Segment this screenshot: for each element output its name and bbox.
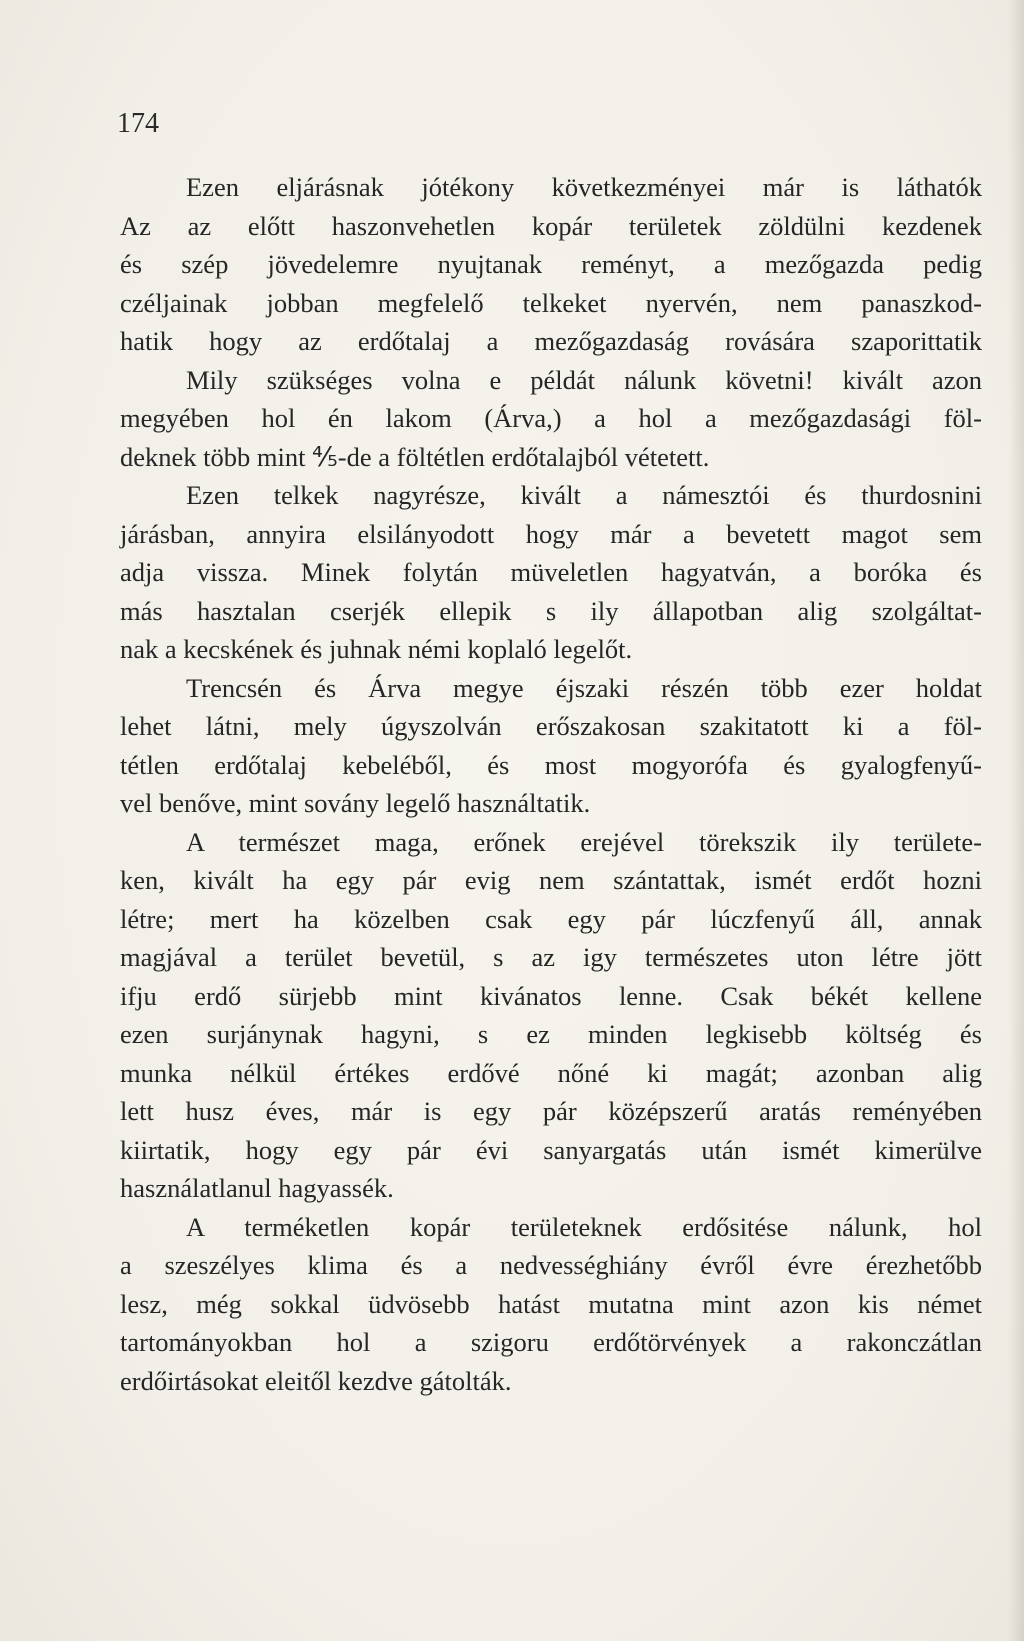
text-line: erdőirtásokat eleitől kezdve gátolták. <box>120 1365 512 1396</box>
text-line: létre; mert ha közelben csak egy pár lúczfenyű áll, annak <box>120 903 982 934</box>
text-line: lett husz éves, már is egy pár középszerű aratás reményében <box>120 1096 982 1126</box>
text-line: Ezen telkek nagyrésze, kivált a námesztói és thurdosnini <box>186 480 982 510</box>
text-line: munka nélkül értékes erdővé nőné ki magát; azonban alig <box>120 1057 982 1088</box>
text-line: tétlen erdőtalaj kebeléből, és most mogyorófa és gyalogfenyű- <box>120 749 982 780</box>
text-line: hatik hogy az erdőtalaj a mezőgazdaság rovására szaporittatik <box>120 326 982 356</box>
text-line: magjával a terület bevetül, s az igy természetes uton létre jött <box>120 942 982 972</box>
text-line: adja vissza. Minek folytán müveletlen hagyatván, a boróka és <box>120 557 982 587</box>
text-line: ifju erdő sürjebb mint kivánatos lenne. Csak békét kellene <box>120 980 982 1011</box>
text-line: Trencsén és Árva megye éjszaki részén több ezer holdat <box>186 672 982 703</box>
text-line: deknek több mint ⅘-de a föltétlen erdőtalajból vétetett. <box>120 441 710 472</box>
page-number: 174 <box>117 108 159 139</box>
text-line: más hasztalan cserjék ellepik s ily állapotban alig szolgáltat- <box>120 595 982 626</box>
body-text <box>120 168 982 1400</box>
text-line: lehet látni, mely úgyszolván erőszakosan szakitatott ki a föl- <box>120 711 982 741</box>
text-line: használatlanul hagyassék. <box>120 1173 394 1203</box>
text-line: ken, kivált ha egy pár evig nem szántattak, ismét erdőt hozni <box>120 865 982 895</box>
text-line: kiirtatik, hogy egy pár évi sanyargatás után ismét kimerülve <box>120 1134 982 1165</box>
text-line: ezen surjánynak hagyni, s ez minden legkisebb költség és <box>120 1019 982 1049</box>
text-line: Mily szükséges volna e példát nálunk követni! kivált azon <box>186 364 982 395</box>
text-line: czéljainak jobban megfelelő telkeket nyervén, nem panaszkod- <box>120 287 982 318</box>
text-line: Ezen eljárásnak jótékony következményei már is láthatók <box>186 172 982 202</box>
text-line: vel benőve, mint sovány legelő használtatik. <box>120 788 591 818</box>
text-line: nak a kecskének és juhnak némi koplaló legelőt. <box>120 634 633 664</box>
text-line: tartományokban hol a szigoru erdőtörvények a rakonczátlan <box>120 1327 982 1357</box>
text-line: járásban, annyira elsilányodott hogy már a bevetett magot sem <box>120 518 982 549</box>
text-line: a szeszélyes klima és a nedvességhiány évről évre érezhetőbb <box>120 1250 982 1280</box>
text-line: megyében hol én lakom (Árva,) a hol a mezőgazdasági föl- <box>120 403 982 433</box>
text-line: és szép jövedelemre nyujtanak reményt, a mezőgazda pedig <box>120 249 982 279</box>
text-line: A természet maga, erőnek erejével törekszik ily területe- <box>186 826 982 857</box>
page-edge-shadow <box>1008 0 1024 1641</box>
text-line: A terméketlen kopár területeknek erdősitése nálunk, hol <box>186 1211 982 1242</box>
text-line: lesz, még sokkal üdvösebb hatást mutatna mint azon kis német <box>120 1288 982 1319</box>
text-line: Az az előtt haszonvehetlen kopár területek zöldülni kezdenek <box>120 210 982 241</box>
